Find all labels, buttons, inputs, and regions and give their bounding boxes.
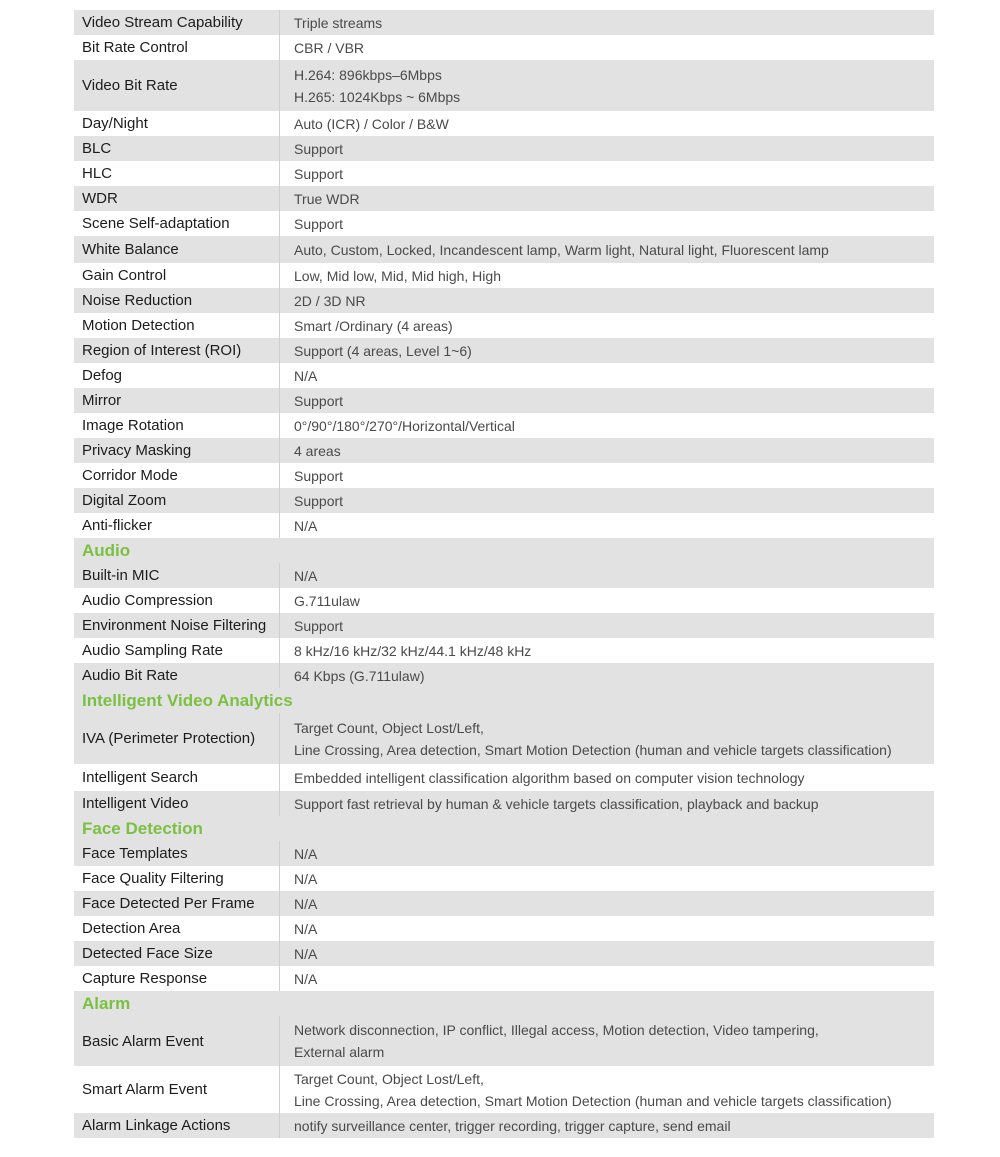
spec-label: Privacy Masking (74, 438, 280, 463)
spec-value (280, 793, 934, 815)
spec-label: Built-in MIC (74, 563, 280, 588)
spec-value-line: Auto (ICR) / Color / B&W (294, 115, 449, 132)
spec-row (74, 10, 934, 35)
spec-value-line: Network disconnection, IP conflict, Illegal access, Motion detection, Video tampering, (294, 1022, 819, 1038)
spec-label: Audio Compression (74, 588, 280, 613)
spec-label: Image Rotation (74, 413, 280, 438)
spec-label: Audio Sampling Rate (74, 638, 280, 663)
spec-label: Face Detected Per Frame (74, 891, 280, 916)
spec-value (280, 1115, 934, 1137)
spec-value-line: Line Crossing, Area detection, Smart Motion Detection (human and vehicle targets classification) (294, 741, 892, 758)
spec-label: Detection Area (74, 916, 280, 941)
spec-label: Capture Response (74, 966, 280, 991)
spec-row (74, 136, 934, 161)
spec-label: Smart Alarm Event (74, 1066, 280, 1113)
spec-row (74, 513, 934, 538)
spec-label: Bit Rate Control (74, 35, 280, 60)
spec-value-line: Low, Mid low, Mid, Mid high, High (294, 267, 501, 284)
spec-row (74, 941, 934, 966)
spec-label: Anti-flicker (74, 513, 280, 538)
spec-row (74, 60, 934, 111)
spec-value-line: 64 Kbps (G.711ulaw) (294, 667, 425, 684)
spec-label: Digital Zoom (74, 488, 280, 513)
spec-value (280, 440, 934, 462)
spec-value-line: N/A (294, 970, 318, 987)
spec-label: WDR (74, 186, 280, 211)
spec-row (74, 438, 934, 463)
spec-value (280, 868, 934, 890)
spec-value (280, 717, 934, 761)
spec-value (280, 37, 934, 59)
spec-value (280, 968, 934, 990)
spec-label: Alarm Linkage Actions (74, 1113, 280, 1138)
spec-value (280, 365, 934, 387)
spec-row (74, 413, 934, 438)
section-heading: Face Detection (74, 816, 934, 841)
spec-label: Region of Interest (ROI) (74, 338, 280, 363)
spec-value-line: Support fast retrieval by human & vehicle targets classification, playback and backup (294, 795, 819, 812)
spec-label: HLC (74, 161, 280, 186)
spec-label: Video Bit Rate (74, 60, 280, 111)
spec-row (74, 841, 934, 866)
spec-row (74, 966, 934, 991)
spec-value (280, 138, 934, 160)
spec-label: Face Templates (74, 841, 280, 866)
spec-row (74, 791, 934, 816)
spec-value (280, 340, 934, 362)
spec-row (74, 613, 934, 638)
spec-value-line: 4 areas (294, 442, 341, 459)
spec-label: Scene Self-adaptation (74, 211, 280, 236)
spec-row (74, 488, 934, 513)
spec-value (280, 64, 934, 108)
spec-value (280, 615, 934, 637)
spec-row (74, 236, 934, 263)
section-heading: Audio (74, 538, 934, 563)
spec-value (280, 943, 934, 965)
spec-value (280, 918, 934, 940)
spec-value-line: N/A (294, 920, 318, 937)
spec-row (74, 111, 934, 136)
spec-value (280, 315, 934, 337)
spec-row (74, 1113, 934, 1138)
spec-value-line: Support (294, 617, 344, 634)
spec-value (280, 213, 934, 235)
spec-label: Environment Noise Filtering (74, 613, 280, 638)
spec-value-line: Embedded intelligent classification algorithm based on computer vision technology (294, 769, 805, 786)
spec-value-line: True WDR (294, 190, 360, 207)
spec-value-line: Support (294, 165, 344, 182)
spec-value-line: N/A (294, 895, 318, 912)
spec-row (74, 1016, 934, 1066)
spec-value-line: N/A (294, 517, 318, 534)
spec-label: Basic Alarm Event (74, 1016, 280, 1066)
spec-row (74, 388, 934, 413)
spec-label: Day/Night (74, 111, 280, 136)
spec-value-line: External alarm (294, 1044, 385, 1060)
spec-value-line: Support (294, 392, 344, 409)
spec-label: Detected Face Size (74, 941, 280, 966)
spec-row (74, 588, 934, 613)
spec-value (280, 1068, 934, 1112)
spec-value (280, 1019, 934, 1063)
spec-value (280, 465, 934, 487)
spec-row (74, 263, 934, 288)
spec-row (74, 663, 934, 688)
spec-value-line: 2D / 3D NR (294, 292, 366, 309)
spec-value (280, 640, 934, 662)
spec-value-line: Support (294, 492, 344, 509)
spec-value (280, 239, 934, 261)
spec-label: Gain Control (74, 263, 280, 288)
spec-label: Defog (74, 363, 280, 388)
spec-value-line: N/A (294, 945, 318, 962)
spec-row (74, 563, 934, 588)
spec-value-line: Target Count, Object Lost/Left, (294, 1070, 484, 1087)
spec-row (74, 288, 934, 313)
spec-value (280, 565, 934, 587)
spec-value-line: Support (294, 467, 344, 484)
section-heading: Intelligent Video Analytics (74, 688, 934, 713)
spec-value (280, 590, 934, 612)
spec-value (280, 290, 934, 312)
spec-label: IVA (Perimeter Protection) (74, 713, 280, 764)
spec-value-line: Smart /Ordinary (4 areas) (294, 317, 453, 334)
spec-value-line: CBR / VBR (294, 39, 365, 56)
spec-value (280, 265, 934, 287)
spec-value-line: notify surveillance center, trigger recording, trigger capture, send email (294, 1117, 731, 1134)
spec-value-line: H.264: 896kbps–6Mbps (294, 66, 442, 83)
spec-value (280, 665, 934, 687)
spec-label: BLC (74, 136, 280, 161)
spec-value-line: N/A (294, 367, 318, 384)
spec-value (280, 163, 934, 185)
spec-row (74, 764, 934, 791)
spec-value-line: Support (294, 140, 344, 157)
spec-row (74, 916, 934, 941)
spec-value-line: Line Crossing, Area detection, Smart Motion Detection (human and vehicle targets classification) (294, 1092, 892, 1109)
spec-label: Mirror (74, 388, 280, 413)
spec-value-line: 0°/90°/180°/270°/Horizontal/Vertical (294, 417, 515, 434)
spec-value-line: Auto, Custom, Locked, Incandescent lamp, Warm light, Natural light, Fluorescent lamp (294, 241, 829, 258)
spec-value (280, 515, 934, 537)
spec-value-line: Support (4 areas, Level 1~6) (294, 342, 472, 359)
spec-value (280, 767, 934, 789)
spec-label: White Balance (74, 236, 280, 263)
spec-value-line: 8 kHz/16 kHz/32 kHz/44.1 kHz/48 kHz (294, 642, 532, 659)
spec-value (280, 390, 934, 412)
spec-value-line: N/A (294, 870, 318, 887)
spec-row (74, 186, 934, 211)
spec-label: Face Quality Filtering (74, 866, 280, 891)
spec-value (280, 12, 934, 34)
spec-row (74, 463, 934, 488)
spec-row (74, 1066, 934, 1113)
spec-row (74, 638, 934, 663)
spec-row (74, 313, 934, 338)
spec-label: Intelligent Video (74, 791, 280, 816)
spec-row (74, 211, 934, 236)
spec-label: Video Stream Capability (74, 10, 280, 35)
spec-value-line: N/A (294, 567, 318, 584)
spec-value (280, 415, 934, 437)
spec-value (280, 188, 934, 210)
spec-row (74, 161, 934, 186)
spec-label: Audio Bit Rate (74, 663, 280, 688)
spec-row (74, 338, 934, 363)
spec-label: Intelligent Search (74, 764, 280, 791)
spec-row (74, 866, 934, 891)
section-heading: Alarm (74, 991, 934, 1016)
spec-value-line: N/A (294, 845, 318, 862)
spec-value (280, 893, 934, 915)
spec-value (280, 490, 934, 512)
spec-value (280, 113, 934, 135)
spec-table (74, 10, 934, 1138)
spec-value (280, 843, 934, 865)
spec-value-line: Support (294, 215, 344, 232)
spec-label: Motion Detection (74, 313, 280, 338)
spec-value-line: Triple streams (294, 14, 383, 31)
spec-value-line: H.265: 1024Kbps ~ 6Mbps (294, 88, 461, 105)
spec-row (74, 35, 934, 60)
spec-value-line: G.711ulaw (294, 592, 360, 609)
spec-row (74, 891, 934, 916)
spec-value-line: Target Count, Object Lost/Left, (294, 719, 484, 736)
spec-label: Noise Reduction (74, 288, 280, 313)
spec-row (74, 713, 934, 764)
spec-row (74, 363, 934, 388)
spec-label: Corridor Mode (74, 463, 280, 488)
